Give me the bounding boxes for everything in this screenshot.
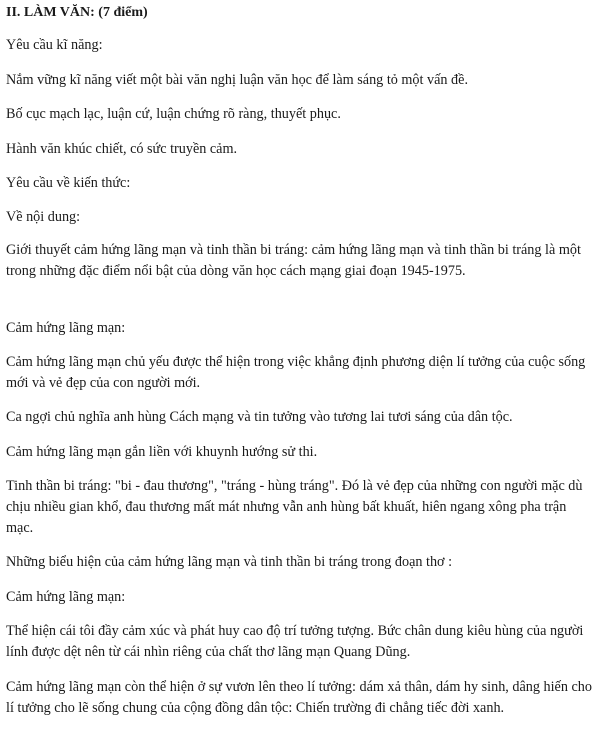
paragraph-skill-2: Bố cục mạch lạc, luận cứ, luận chứng rõ ràng, thuyết phục. <box>6 106 341 122</box>
paragraph-expressions-heading: Những biểu hiện của cảm hứng lãng mạn và tinh thần bi tráng trong đoạn thơ : <box>6 554 453 570</box>
paragraph-skill-3: Hành văn khúc chiết, có sức truyền cảm. <box>6 141 238 157</box>
paragraph-introduction: Giới thuyết cảm hứng lãng mạn và tinh thần bi tráng: cảm hứng lãng mạn và tinh thần bi tráng là một trong những đặc điểm nổi bật của dòng văn học cách mạng giai đoạn 1945-1975. <box>6 242 581 279</box>
paragraph-skill-1: Nắm vững kĩ năng viết một bài văn nghị luận văn học để làm sáng tỏ một vấn đề. <box>6 72 468 88</box>
paragraph-tragic-heroic: Tinh thần bi tráng: "bi - đau thương", "tráng - hùng tráng". Đó là vẻ đẹp của những con người mặc dù chịu nhiều gian khổ, đau thương mất mát nhưng vẫn anh hùng bất khuất, hiên ngang xông pha trận mạc. <box>6 478 583 536</box>
section-heading: II. LÀM VĂN: (7 điểm) <box>6 5 148 20</box>
paragraph-content-heading: Về nội dung: <box>6 209 81 225</box>
paragraph-expression-1: Thể hiện cái tôi đầy cảm xúc và phát huy cao độ trí tưởng tượng. Bức chân dung kiêu hùng của người lính được dệt nên từ cái nhìn riêng của chất thơ lãng mạn Quang Dũng. <box>6 623 584 660</box>
paragraph-expression-2: Cảm hứng lãng mạn còn thể hiện ở sự vươn lên theo lí tưởng: dám xả thân, dám hy sinh, dâng hiến cho lí tưởng cho lẽ sống chung của cộng đồng dân tộc: Chiến trường đi chẳng tiếc đời xanh. <box>6 679 592 716</box>
paragraph-romantic-heading-2: Cảm hứng lãng mạn: <box>6 589 126 605</box>
paragraph-romantic-3: Cảm hứng lãng mạn gắn liền với khuynh hướng sử thi. <box>6 444 318 460</box>
paragraph-knowledge-requirements: Yêu cầu về kiến thức: <box>6 175 131 191</box>
paragraph-romantic-1: Cảm hứng lãng mạn chủ yếu được thể hiện trong việc khẳng định phương diện lí tưởng của cuộc sống mới và vẻ đẹp của con người mới. <box>6 354 586 391</box>
paragraph-skill-requirements: Yêu cầu kĩ năng: <box>6 37 103 53</box>
paragraph-romantic-heading: Cảm hứng lãng mạn: <box>6 320 126 336</box>
paragraph-romantic-2: Ca ngợi chủ nghĩa anh hùng Cách mạng và tin tưởng vào tương lai tươi sáng của dân tộc. <box>6 409 513 425</box>
